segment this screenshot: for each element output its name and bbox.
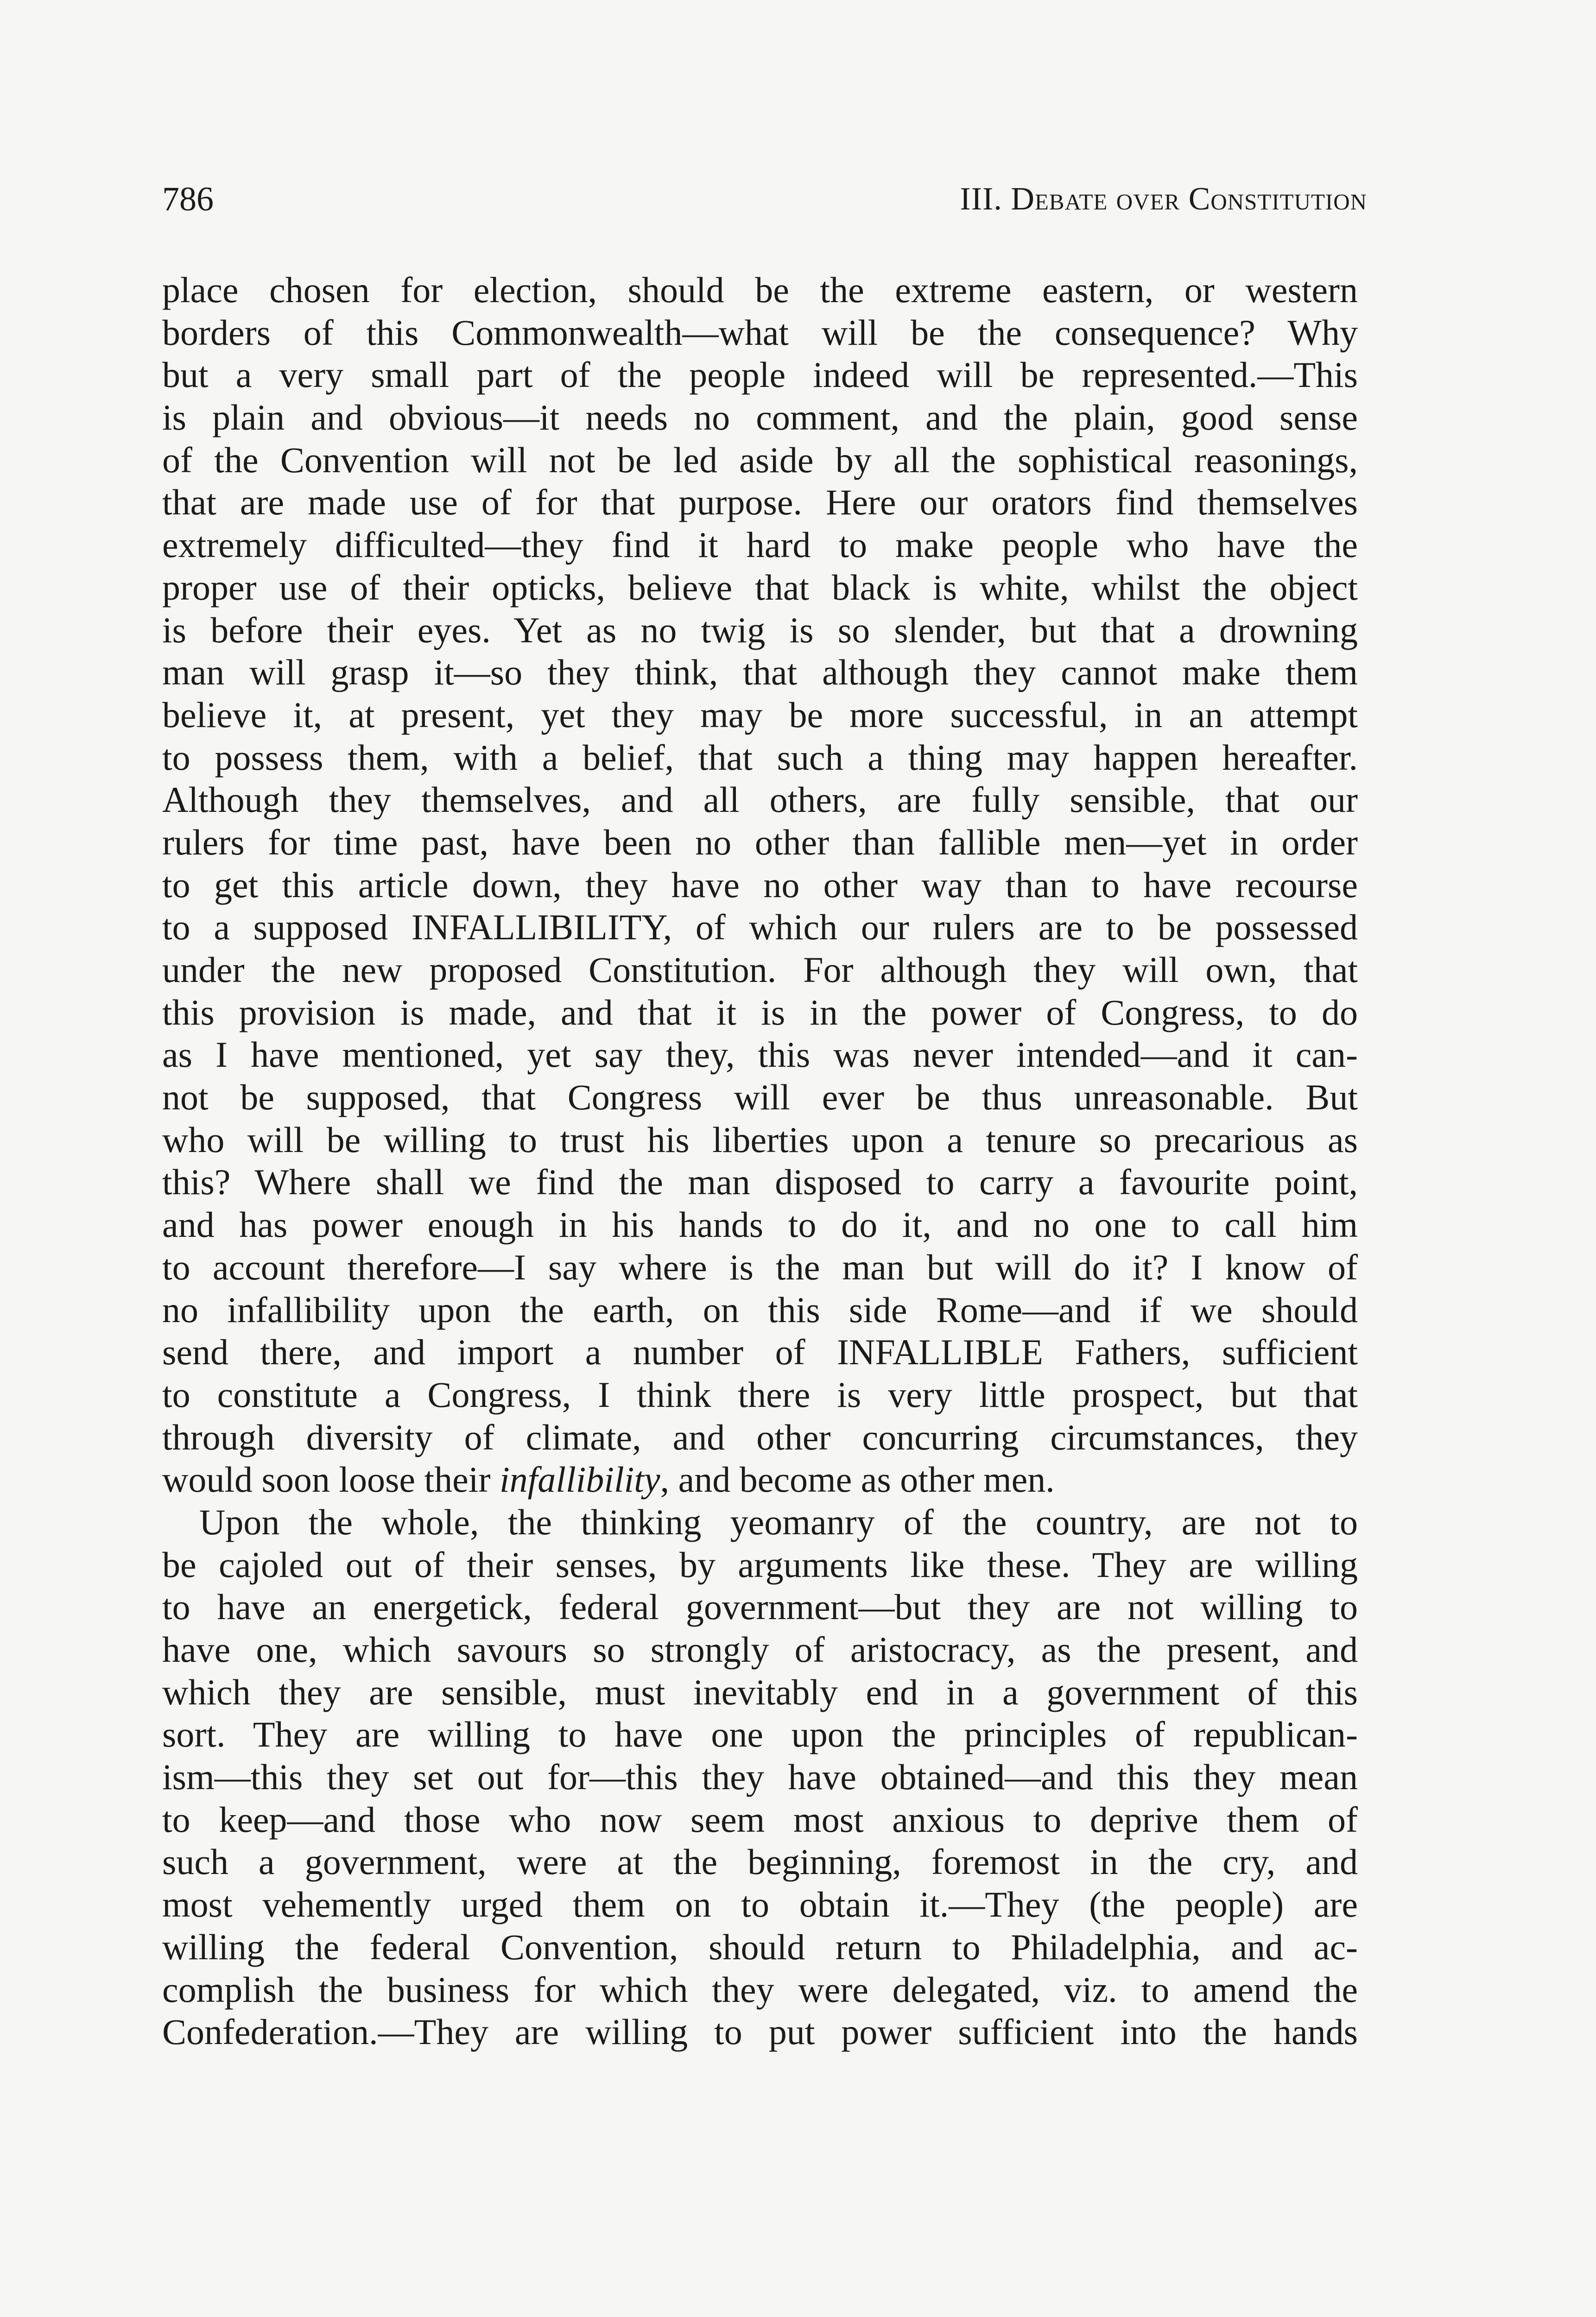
text-line: is before their eyes. Yet as no twig is so slender, but that a drowning [162, 609, 1358, 650]
text-line: of the Convention will not be led aside by all the sophistical reasonings, [162, 439, 1358, 480]
text-line: to keep—and those who now seem most anxious to deprive them of [162, 1799, 1358, 1840]
text-line: believe it, at present, yet they may be more successful, in an attempt [162, 694, 1358, 735]
text-line: which they are sensible, must inevitably end in a government of this [162, 1671, 1358, 1712]
running-head [162, 176, 1367, 232]
text-line: willing the federal Convention, should return to Philadelphia, and ac- [162, 1926, 1358, 1967]
section-title: III. Debate over Constitution [960, 181, 1367, 217]
text-line: under the new proposed Constitution. For although they will own, that [162, 950, 1358, 990]
text-line: send there, and import a number of INFALLIBLE Fathers, sufficient [162, 1332, 1358, 1373]
text-line: to have an energetick, federal government—but they are not willing to [162, 1587, 1358, 1627]
text-line: proper use of their opticks, believe that black is white, whilst the object [162, 567, 1358, 608]
text-line: sort. They are willing to have one upon the principles of republican- [162, 1714, 1358, 1755]
text-line: is plain and obvious—it needs no comment, and the plain, good sense [162, 397, 1358, 438]
text-line: most vehemently urged them on to obtain it.—They (the people) are [162, 1884, 1358, 1925]
text-line: place chosen for election, should be the extreme eastern, or western [162, 270, 1358, 310]
text-line: such a government, were at the beginning, foremost in the cry, and [162, 1842, 1358, 1882]
text-line: rulers for time past, have been no other than fallible men—yet in order [162, 822, 1358, 862]
paragraph-2 [162, 1501, 1358, 2053]
page-number: 786 [162, 180, 214, 218]
text-line: as I have mentioned, yet say they, this was never intended—and it can- [162, 1034, 1358, 1075]
text-line: to account therefore—I say where is the man but will do it? I know of [162, 1247, 1358, 1287]
text-line: not be supposed, that Congress will ever be thus unreasonable. But [162, 1077, 1358, 1118]
text-run: would soon loose their [162, 1459, 500, 1500]
text-line: that are made use of for that purpose. Here our orators find themselves [162, 482, 1358, 523]
text-line: Although they themselves, and all others, are fully sensible, that our [162, 779, 1358, 820]
text-line: this? Where shall we find the man disposed to carry a favourite point, [162, 1162, 1358, 1203]
text-line: and has power enough in his hands to do it, and no one to call him [162, 1204, 1358, 1245]
body-text [162, 269, 1358, 2053]
text-line: to possess them, with a belief, that such a thing may happen hereafter. [162, 737, 1358, 778]
text-line: to a supposed INFALLIBILITY, of which our rulers are to be possessed [162, 907, 1358, 948]
text-line: Upon the whole, the thinking yeomanry of the country, are not to [199, 1501, 1358, 1542]
text-line: to constitute a Congress, I think there is very little prospect, but that [162, 1374, 1358, 1415]
text-line: but a very small part of the people indeed will be represented.—This [162, 355, 1358, 395]
text-line: through diversity of climate, and other concurring circumstances, they [162, 1417, 1358, 1457]
text-line: complish the business for which they were delegated, viz. to amend the [162, 1969, 1358, 2010]
text-line: no infallibility upon the earth, on this side Rome—and if we should [162, 1289, 1358, 1330]
text-line: who will be willing to trust his liberties upon a tenure so precarious as [162, 1119, 1358, 1160]
text-line: extremely difficulted—they find it hard to make people who have the [162, 525, 1358, 565]
text-line: to get this article down, they have no other way than to have recourse [162, 864, 1358, 905]
text-line: ism—this they set out for—this they have obtained—and this they mean [162, 1757, 1358, 1798]
text-line: borders of this Commonwealth—what will be the consequence? Why [162, 312, 1358, 353]
text-line: this provision is made, and that it is in the power of Congress, to do [162, 992, 1358, 1032]
text-line-last [162, 1458, 1358, 1501]
italic-word: infallibility [499, 1459, 660, 1500]
text-line: Confederation.—They are willing to put power sufficient into the hands [162, 2012, 1358, 2052]
paragraph-1 [162, 269, 1358, 1501]
text-line: man will grasp it—so they think, that although they cannot make them [162, 652, 1358, 693]
text-run: , and become as other men. [660, 1459, 1055, 1500]
text-line: have one, which savours so strongly of aristocracy, as the present, and [162, 1629, 1358, 1670]
text-line: be cajoled out of their senses, by arguments like these. They are willing [162, 1544, 1358, 1585]
